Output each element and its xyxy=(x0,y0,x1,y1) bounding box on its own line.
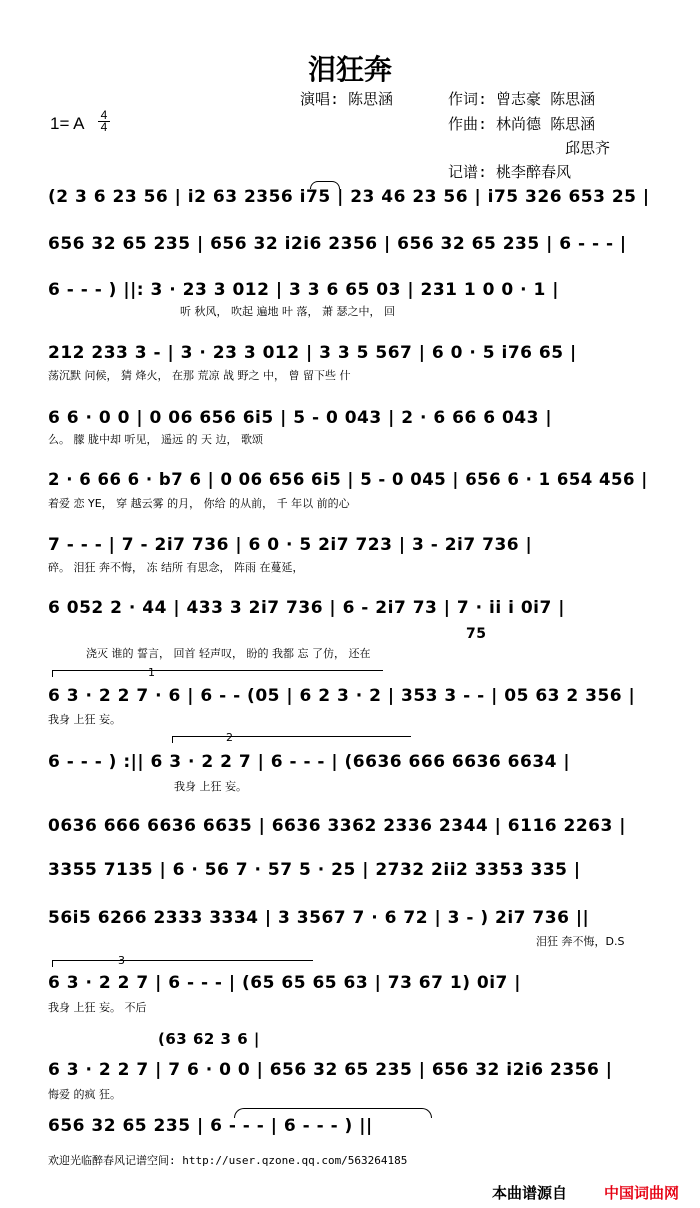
composer-credit-cont: 邱思齐 xyxy=(565,139,611,157)
singer-credit: 演唱: 陈思涵 xyxy=(300,90,394,108)
notation-row-3: 6 - - - ) ||: 3 · 23 3 012 | 3 3 6 65 03 | 231 1 0 0 · 1 | xyxy=(48,280,559,300)
tie-slur xyxy=(234,1108,432,1118)
volta-1-label: 1 xyxy=(148,666,155,679)
lyrics-row-8: 浇灭 谁的 誓言， 回首 轻声叹， 盼的 我都 忘 了仿， 还在 xyxy=(86,647,371,660)
notation-row-10: 6 - - - ) :|| 6 3 · 2 2 7 | 6 - - - | (6636 666 6636 6634 | xyxy=(48,752,571,772)
notation-row-16: 656 32 65 235 | 6 - - - | 6 - - - ) || xyxy=(48,1116,373,1136)
source-site-link[interactable]: 中国词曲网 xyxy=(604,1184,680,1202)
song-title: 泪狂奔 xyxy=(307,53,392,86)
key-signature: 1= A xyxy=(50,114,85,133)
notation-row-14: 6 3 · 2 2 7 | 6 - - - | (65 65 65 63 | 73 67 1) 0i7 | xyxy=(48,973,522,993)
notation-row-9: 6 3 · 2 2 7 · 6 | 6 - - (05 | 6 2 3 · 2 | 353 3 - - | 05 63 2 356 | xyxy=(48,686,636,706)
lyrics-row-7: 碎。 泪狂 奔不悔， 冻 结所 有思念， 阵雨 在蔓延， xyxy=(48,561,304,574)
lyrics-row-5: 么。 朦 胧中却 听见， 遥远 的 天 边， 歌颂 xyxy=(48,433,263,446)
footer-text: 欢迎光临醉春风记谱空间: http://user.qzone.qq.com/563264185 xyxy=(48,1154,408,1167)
triplet-slur xyxy=(310,181,340,189)
notation-row-5: 6 6 · 0 0 | 0 06 656 6i5 | 5 - 0 043 | 2 · 6 66 6 043 | xyxy=(48,408,553,428)
lyrics-row-14: 我身 上狂 妄。 不后 xyxy=(48,1001,147,1014)
lyrics-row-13: 泪狂 奔不悔，D.S xyxy=(536,935,625,948)
time-numerator: 4 xyxy=(100,108,108,122)
notation-row-1: (2 3 6 23 56 | i2 63 2356 i75 | 23 46 23 56 | i75 326 653 25 | xyxy=(48,187,650,207)
transcriber-credit: 记谱: 桃李醉春风 xyxy=(448,163,572,181)
time-denominator: 4 xyxy=(98,121,110,133)
volta-2-label: 2 xyxy=(226,731,233,744)
lyrics-row-15: 悔爱 的疯 狂。 xyxy=(48,1088,121,1101)
lyrics-row-3: 听 秋风， 吹起 遍地 叶 落， 萧 瑟之中， 回 xyxy=(180,305,395,318)
notation-row-11: 0636 666 6636 6635 | 6636 3362 2336 2344 | 6116 2263 | xyxy=(48,816,626,836)
composer-credit: 作曲: 林尚德 陈思涵 xyxy=(448,115,596,133)
notation-row-6: 2 · 6 66 6 · b7 6 | 0 06 656 6i5 | 5 - 0 045 | 656 6 · 1 654 456 | xyxy=(48,470,648,489)
volta-1 xyxy=(52,670,383,677)
notation-row-8: 6 052 2 · 44 | 433 3 2i7 736 | 6 - 2i7 73 | 7 · ii i 0i7 | xyxy=(48,598,565,618)
alternate-line: (63 62 3 6 | xyxy=(158,1030,260,1048)
triplet-bracket xyxy=(52,960,313,967)
lyrics-row-9: 我身 上狂 妄。 xyxy=(48,713,121,726)
lyrics-row-10: 我身 上狂 妄。 xyxy=(174,780,247,793)
notation-row-13: 56i5 6266 2333 3334 | 3 3567 7 · 6 72 | 3 - ) 2i7 736 || xyxy=(48,908,590,928)
notation-row-15: 6 3 · 2 2 7 | 7 6 · 0 0 | 656 32 65 235 | 656 32 i2i6 2356 | xyxy=(48,1060,613,1080)
alternate-note: 75 xyxy=(466,626,487,642)
notation-row-2: 656 32 65 235 | 656 32 i2i6 2356 | 656 32 65 235 | 6 - - - | xyxy=(48,234,627,254)
time-signature xyxy=(98,110,110,133)
lyrics-row-4: 荡沉默 问候， 猜 烽火， 在那 荒凉 战 野之 中， 曾 留下些 什 xyxy=(48,369,351,382)
notation-row-4: 212 233 3 - | 3 · 23 3 012 | 3 3 5 567 | 6 0 · 5 i76 65 | xyxy=(48,343,577,363)
triplet-label: 3 xyxy=(118,954,125,967)
notation-row-7: 7 - - - | 7 - 2i7 736 | 6 0 · 5 2i7 723 | 3 - 2i7 736 | xyxy=(48,535,533,555)
source-label: 本曲谱源自 xyxy=(492,1184,568,1202)
notation-row-12: 3355 7135 | 6 · 56 7 · 57 5 · 25 | 2732 2ii2 3353 335 | xyxy=(48,860,581,880)
lyricist-credit: 作词: 曾志豪 陈思涵 xyxy=(448,90,596,108)
lyrics-row-6: 着爱 恋 YE， 穿 越云雾 的月， 你给 的从前， 千 年以 前的心 xyxy=(48,497,350,510)
volta-2 xyxy=(172,736,411,743)
